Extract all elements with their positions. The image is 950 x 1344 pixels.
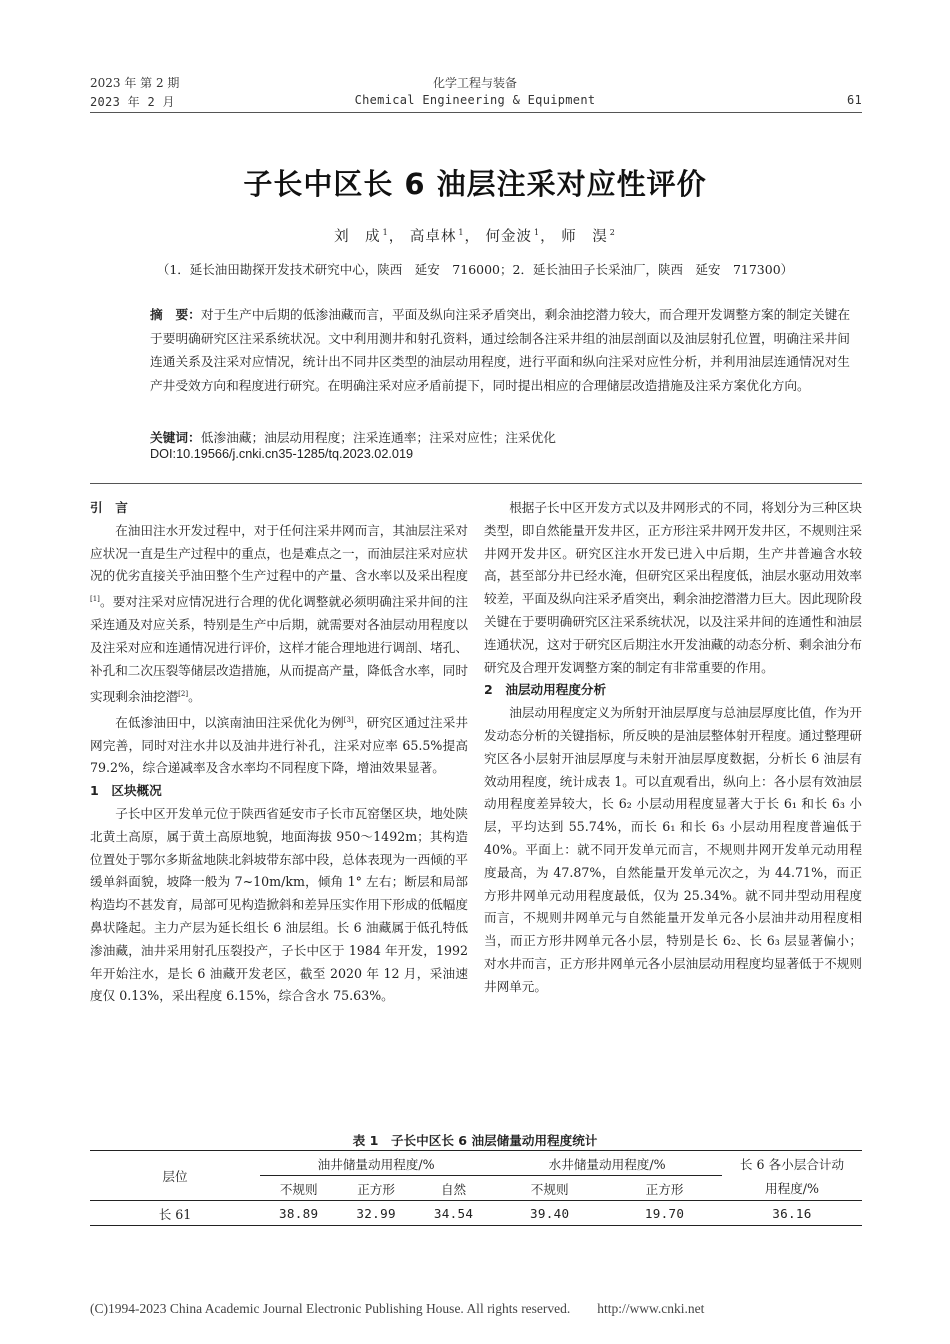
journal-name-cn: 化学工程与装备 [432, 76, 517, 90]
table-header-layer: 层位 [90, 1151, 260, 1201]
paragraph-text: 在低渗油田中，以滨南油田注采优化为例 [115, 714, 344, 730]
paragraph: 油层动用程度定义为所射开油层厚度与总油层厚度比值，作为开发动态分析的关键指标，所反映的是油层整体射开程度。通过整理研究区各小层射开油层厚度与未射开油层厚度数据，分析长 6 油层有效动用程度，统计成表 1。可以直观看出，纵向上：各小层有效油层动用程度差异较大，长 6₂ 小层动用程度显著大于长 6₁ 和长 6₃ 小层，平均达到 55.74%，而长 6₁ 和长 6₃ 小层动用程度普遍低于 40%。平面上：就不同开发单元而言，不规则井网开发单元动用程度最高，为 47.87%，自然能量开发单元次之，为 44.71%，而正方形井网单元动用程度最低，仅为 25.34%。就不同井型动用程度而言，不规则井网单元与自然能量开发单元各小层油井动用程度相当，而正方形井网单元各小层，特别是长 6₂、长 6₃ 层显著偏小；对水井而言，正方形井网单元各小层油层动用程度均显著低于不规则井网单元。 [484, 705, 862, 994]
table-header-oil-group: 油井储量动用程度/% [260, 1151, 492, 1176]
citation-link[interactable]: [3] [343, 715, 354, 724]
data-table [90, 1150, 862, 1226]
author-name: 师 淏 [561, 229, 608, 245]
paragraph-text: ，研究区通过注采井网完善，同时对注水井以及油井进行补孔，注采对应率 65.5%提高 79.2%，综合递减率及含水率均不同程度下降，增油效果显著。 [90, 714, 469, 776]
paragraph: 根据子长中区开发方式以及井网形式的不同，将划分为三种区块类型，即自然能量开发井区，正方形注采井网开发井区，不规则注采井网开发井区。研究区注水开发已进入中后期，生产井普遍含水较高，甚至部分井已经水淹，但研究区采出程度低，油层水驱动用效率较差，平面及纵向注采矛盾突出，剩余油挖潜潜力巨大。因此现阶段关键在于要明确研究区注采系统状况，以及注采井间的连通性和油层连通状况，这对于研究区后期注水开发油藏的动态分析、剩余油分布研究及合理开发调整方案的制定有非常重要的作用。 [484, 500, 862, 675]
table-subheader: 不规则 [279, 1181, 318, 1197]
author-list: 刘 成 $^1$， 高卓林 $^1$， 何金波 $^1$， 师 淏 $^2$ [334, 228, 616, 245]
paragraph-text: 。要对注采对应情况进行合理的优化调整就必须明确注采井间的注采连通及对应关系，特别是生产中后期，就需要对各油层动用程度以及注采对应和连通情况进行评价，这样才能合理地进行调剖、堵孔、补孔和二次压裂等储层改造措施，从而提高产量，降低含水率，同时实现剩余油挖潜 [90, 594, 468, 704]
table-cell-layer: 长 61 [90, 1201, 260, 1226]
author-name: 何金波 [485, 229, 533, 245]
abstract [150, 303, 850, 397]
abstract-text: 对于生产中后期的低渗油藏而言，平面及纵向注采矛盾突出，剩余油挖潜力较大，而合理开发调整方案的制定关键在于要明确研究区注采系统状况。文中利用测井和射孔资料，通过绘制各注采井组的油层剖面以及油层射孔位置，明确注采井间连通关系及注采对应情况，统计出不同井区类型的油层动用程度，进行平面和纵向注采对应性分析，并利用油层连通情况对生产井受效方向和程度进行研究。在明确注采对应矛盾前提下，同时提出相应的合理储层改造措施及注采方案优化方向。 [150, 307, 851, 393]
table-subheader: 正方形 [357, 1181, 396, 1197]
author-affil-mark: 1 [458, 228, 465, 238]
table-cell: 36.16 [722, 1201, 862, 1226]
keywords-label: 关键词： [150, 430, 201, 445]
issue-date: 2023 年 2 月 [90, 95, 175, 109]
page-number: 61 [846, 93, 862, 107]
article-title: 子长中区长 6 油层注采对应性评价 [243, 167, 707, 201]
citation-link[interactable]: [2] [178, 689, 189, 698]
table-header-total-line1: 长 6 各小层合计动 [722, 1151, 862, 1176]
author-affil-mark: 1 [534, 228, 541, 238]
table-cell: 39.40 [492, 1201, 607, 1226]
abstract-label: 摘 要： [150, 307, 201, 322]
keywords [150, 427, 556, 446]
right-column [484, 497, 862, 999]
table-subheader: 正方形 [645, 1181, 684, 1197]
author-name: 刘 成 [334, 229, 381, 245]
issue-label: 2023 年 第 2 期 [90, 76, 180, 90]
table-caption: 表 1 子长中区长 6 油层储量动用程度统计 [352, 1133, 598, 1148]
table-cell: 38.89 [260, 1201, 337, 1226]
journal-name-en: Chemical Engineering & Equipment [354, 93, 596, 107]
paragraph: 子长中区开发单元位于陕西省延安市子长市瓦窑堡区块，地处陕北黄土高原，属于黄土高原地貌，地面海拔 950～1492m；其构造位置处于鄂尔多斯盆地陕北斜坡带东部中段，总体表现为一西倾的平缓单斜面貌，坡降一般为 7~10m/km，倾角 1° 左右；断层和局部构造均不甚发育，局部可见构造掀斜和差异压实作用下形成的低幅度鼻状隆起。主力产层为延长组长 6 油层组。长 6 油藏属于低孔特低渗油藏，油井采用射孔压裂投产，子长中区于 1984 年开发，1992 年开始注水，是长 6 油藏开发老区，截至 2020 年 12 月，采油速度仅 0.13%，采出程度 6.15%，综合含水 75.63%。 [90, 805, 468, 1004]
table-header-water-group: 水井储量动用程度/% [492, 1151, 722, 1176]
section-heading-intro: 引 言 [90, 500, 128, 515]
table-cell: 32.99 [337, 1201, 414, 1226]
section-heading-2: 2 油层动用程度分析 [484, 682, 607, 698]
header-rule [90, 112, 862, 113]
table-subheader: 不规则 [530, 1181, 569, 1197]
author-affil-mark: 2 [609, 228, 616, 238]
paragraph-text: 。 [188, 688, 201, 704]
author-name: 高卓林 [409, 229, 457, 245]
paragraph [90, 520, 468, 709]
author-affil-mark: 1 [382, 228, 389, 238]
left-column [90, 497, 468, 1008]
table-subheader: 自然 [440, 1181, 467, 1197]
paragraph [90, 709, 468, 781]
doi-link[interactable]: DOI:10.19566/j.cnki.cn35-1285/tq.2023.02.019 [150, 447, 414, 461]
affiliations: （1．延长油田勘探开发技术研究中心，陕西 延安 716000；2．延长油田子长采油厂，陕西 延安 717300） [156, 262, 794, 277]
table-header-total-line2: 用程度/% [765, 1181, 819, 1197]
paragraph-text: 在油田注水开发过程中，对于任何注采井网而言，其油层注采对应状况一直是生产过程中的重点，也是难点之一，而油层注采对应状况的优劣直接关乎油田整个生产过程中的产量、含水率以及采出程度 [90, 522, 468, 584]
table-row [90, 1201, 862, 1226]
copyright-notice: (C)1994-2023 China Academic Journal Electronic Publishing House. All rights reserved. http://www.cnki.net [90, 1301, 705, 1316]
table-cell: 34.54 [415, 1201, 492, 1226]
abstract-divider [90, 483, 862, 484]
section-heading-1: 1 区块概况 [90, 783, 162, 799]
keywords-text: 低渗油藏；油层动用程度；注采连通率；注采对应性；注采优化 [200, 430, 556, 445]
citation-link[interactable]: [1] [90, 595, 100, 604]
table-cell: 19.70 [607, 1201, 722, 1226]
